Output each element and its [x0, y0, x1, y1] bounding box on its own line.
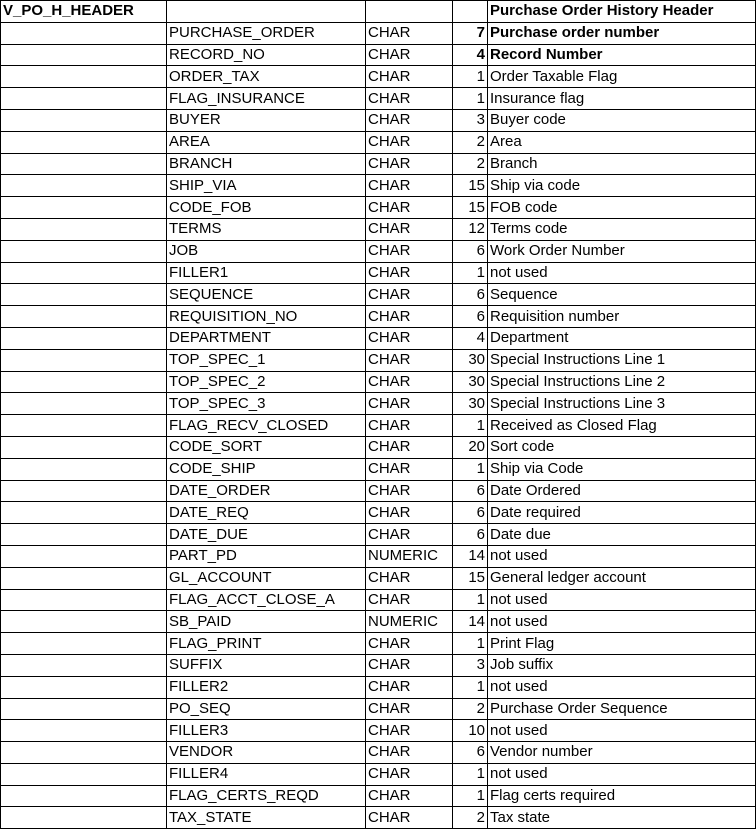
data-type-cell: CHAR [366, 676, 453, 698]
table-row [1, 763, 756, 785]
table-row [1, 654, 756, 676]
field-name-cell: PURCHASE_ORDER [167, 22, 366, 44]
row-blank-cell [1, 131, 167, 153]
data-type-cell: CHAR [366, 763, 453, 785]
length-cell: 1 [453, 262, 488, 284]
row-blank-cell [1, 22, 167, 44]
data-type-cell: CHAR [366, 742, 453, 764]
data-type-cell: CHAR [366, 654, 453, 676]
length-cell: 2 [453, 807, 488, 829]
length-cell: 1 [453, 676, 488, 698]
description-cell: Sort code [488, 436, 756, 458]
row-blank-cell [1, 153, 167, 175]
table-row [1, 153, 756, 175]
row-blank-cell [1, 349, 167, 371]
description-cell: Ship via Code [488, 458, 756, 480]
length-cell: 6 [453, 502, 488, 524]
field-name-cell: DATE_REQ [167, 502, 366, 524]
row-blank-cell [1, 524, 167, 546]
field-name-cell: BRANCH [167, 153, 366, 175]
length-cell: 2 [453, 153, 488, 175]
row-blank-cell [1, 545, 167, 567]
length-cell: 30 [453, 393, 488, 415]
row-blank-cell [1, 88, 167, 110]
data-type-cell: CHAR [366, 284, 453, 306]
length-cell: 3 [453, 109, 488, 131]
table-row [1, 175, 756, 197]
description-cell: Sequence [488, 284, 756, 306]
table-row [1, 458, 756, 480]
row-blank-cell [1, 611, 167, 633]
row-blank-cell [1, 284, 167, 306]
description-cell: Department [488, 327, 756, 349]
data-type-cell: NUMERIC [366, 545, 453, 567]
description-cell: Print Flag [488, 633, 756, 655]
length-cell: 3 [453, 654, 488, 676]
field-name-cell: DATE_DUE [167, 524, 366, 546]
row-blank-cell [1, 197, 167, 219]
field-name-cell: CODE_SHIP [167, 458, 366, 480]
data-type-cell: CHAR [366, 371, 453, 393]
length-cell: 7 [453, 22, 488, 44]
data-type-cell: CHAR [366, 349, 453, 371]
length-cell: 15 [453, 197, 488, 219]
field-name-cell: CODE_SORT [167, 436, 366, 458]
table-row [1, 371, 756, 393]
length-cell: 14 [453, 611, 488, 633]
row-blank-cell [1, 371, 167, 393]
table-row [1, 742, 756, 764]
table-header-row [1, 1, 756, 23]
description-cell: not used [488, 676, 756, 698]
row-blank-cell [1, 720, 167, 742]
row-blank-cell [1, 698, 167, 720]
description-cell: Ship via code [488, 175, 756, 197]
data-type-cell: CHAR [366, 589, 453, 611]
field-name-cell: JOB [167, 240, 366, 262]
description-cell: Record Number [488, 44, 756, 66]
field-name-cell: PO_SEQ [167, 698, 366, 720]
length-cell: 1 [453, 785, 488, 807]
data-type-cell: CHAR [366, 524, 453, 546]
header-empty-field [167, 1, 366, 23]
table-row [1, 589, 756, 611]
description-cell: Received as Closed Flag [488, 415, 756, 437]
length-cell: 30 [453, 349, 488, 371]
row-blank-cell [1, 480, 167, 502]
description-cell: Date due [488, 524, 756, 546]
field-name-cell: SB_PAID [167, 611, 366, 633]
data-type-cell: CHAR [366, 502, 453, 524]
row-blank-cell [1, 567, 167, 589]
header-empty-length [453, 1, 488, 23]
data-type-cell: CHAR [366, 109, 453, 131]
field-name-cell: FILLER3 [167, 720, 366, 742]
length-cell: 1 [453, 415, 488, 437]
description-cell: FOB code [488, 197, 756, 219]
row-blank-cell [1, 306, 167, 328]
data-type-cell: CHAR [366, 567, 453, 589]
data-type-cell: CHAR [366, 785, 453, 807]
field-name-cell: FLAG_CERTS_REQD [167, 785, 366, 807]
description-cell: Terms code [488, 218, 756, 240]
description-cell: Date required [488, 502, 756, 524]
field-name-cell: RECORD_NO [167, 44, 366, 66]
table-row [1, 545, 756, 567]
table-row [1, 66, 756, 88]
length-cell: 10 [453, 720, 488, 742]
table-row [1, 524, 756, 546]
data-type-cell: CHAR [366, 131, 453, 153]
data-type-cell: CHAR [366, 218, 453, 240]
length-cell: 1 [453, 763, 488, 785]
length-cell: 6 [453, 742, 488, 764]
description-cell: Area [488, 131, 756, 153]
length-cell: 1 [453, 66, 488, 88]
length-cell: 12 [453, 218, 488, 240]
row-blank-cell [1, 807, 167, 829]
length-cell: 6 [453, 284, 488, 306]
table-row [1, 131, 756, 153]
data-type-cell: CHAR [366, 720, 453, 742]
field-table-body [1, 1, 756, 829]
table-row [1, 785, 756, 807]
field-name-cell: GL_ACCOUNT [167, 567, 366, 589]
description-cell: Work Order Number [488, 240, 756, 262]
row-blank-cell [1, 218, 167, 240]
length-cell: 6 [453, 480, 488, 502]
table-row [1, 807, 756, 829]
table-row [1, 676, 756, 698]
description-cell: Order Taxable Flag [488, 66, 756, 88]
field-name-cell: FLAG_INSURANCE [167, 88, 366, 110]
length-cell: 4 [453, 44, 488, 66]
data-type-cell: CHAR [366, 480, 453, 502]
header-empty-type [366, 1, 453, 23]
data-type-cell: CHAR [366, 458, 453, 480]
description-cell: Tax state [488, 807, 756, 829]
field-name-cell: FILLER4 [167, 763, 366, 785]
table-row [1, 393, 756, 415]
table-row [1, 284, 756, 306]
table-row [1, 109, 756, 131]
description-cell: Branch [488, 153, 756, 175]
length-cell: 2 [453, 698, 488, 720]
field-name-cell: VENDOR [167, 742, 366, 764]
description-cell: Requisition number [488, 306, 756, 328]
field-name-cell: DEPARTMENT [167, 327, 366, 349]
data-type-cell: CHAR [366, 175, 453, 197]
table-row [1, 415, 756, 437]
data-type-cell: CHAR [366, 88, 453, 110]
length-cell: 30 [453, 371, 488, 393]
description-cell: Purchase Order Sequence [488, 698, 756, 720]
table-row [1, 240, 756, 262]
description-cell: Purchase order number [488, 22, 756, 44]
description-cell: Buyer code [488, 109, 756, 131]
row-blank-cell [1, 502, 167, 524]
data-type-cell: CHAR [366, 66, 453, 88]
length-cell: 1 [453, 458, 488, 480]
row-blank-cell [1, 109, 167, 131]
row-blank-cell [1, 240, 167, 262]
field-name-cell: FILLER2 [167, 676, 366, 698]
description-cell: not used [488, 763, 756, 785]
description-cell: Special Instructions Line 1 [488, 349, 756, 371]
row-blank-cell [1, 66, 167, 88]
description-cell: not used [488, 545, 756, 567]
table-row [1, 698, 756, 720]
length-cell: 15 [453, 175, 488, 197]
row-blank-cell [1, 589, 167, 611]
data-type-cell: CHAR [366, 393, 453, 415]
row-blank-cell [1, 742, 167, 764]
length-cell: 1 [453, 88, 488, 110]
data-type-cell: CHAR [366, 306, 453, 328]
description-cell: not used [488, 611, 756, 633]
table-name: V_PO_H_HEADER [1, 1, 167, 23]
description-cell: not used [488, 262, 756, 284]
data-type-cell: CHAR [366, 807, 453, 829]
field-name-cell: FILLER1 [167, 262, 366, 284]
table-row [1, 197, 756, 219]
table-row [1, 327, 756, 349]
data-type-cell: NUMERIC [366, 611, 453, 633]
row-blank-cell [1, 763, 167, 785]
field-name-cell: SEQUENCE [167, 284, 366, 306]
row-blank-cell [1, 262, 167, 284]
description-cell: Vendor number [488, 742, 756, 764]
row-blank-cell [1, 676, 167, 698]
field-name-cell: REQUISITION_NO [167, 306, 366, 328]
description-cell: not used [488, 720, 756, 742]
field-name-cell: CODE_FOB [167, 197, 366, 219]
row-blank-cell [1, 785, 167, 807]
row-blank-cell [1, 458, 167, 480]
row-blank-cell [1, 44, 167, 66]
description-cell: Job suffix [488, 654, 756, 676]
table-row [1, 22, 756, 44]
table-row [1, 567, 756, 589]
table-row [1, 611, 756, 633]
row-blank-cell [1, 415, 167, 437]
length-cell: 14 [453, 545, 488, 567]
length-cell: 20 [453, 436, 488, 458]
field-name-cell: TOP_SPEC_3 [167, 393, 366, 415]
field-name-cell: FLAG_PRINT [167, 633, 366, 655]
table-row [1, 218, 756, 240]
field-name-cell: TERMS [167, 218, 366, 240]
table-row [1, 44, 756, 66]
row-blank-cell [1, 393, 167, 415]
field-name-cell: TOP_SPEC_1 [167, 349, 366, 371]
table-row [1, 480, 756, 502]
length-cell: 6 [453, 306, 488, 328]
table-row [1, 436, 756, 458]
table-row [1, 720, 756, 742]
length-cell: 1 [453, 589, 488, 611]
field-name-cell: SUFFIX [167, 654, 366, 676]
description-cell: General ledger account [488, 567, 756, 589]
field-name-cell: TOP_SPEC_2 [167, 371, 366, 393]
data-type-cell: CHAR [366, 22, 453, 44]
data-type-cell: CHAR [366, 153, 453, 175]
data-type-cell: CHAR [366, 262, 453, 284]
description-cell: Insurance flag [488, 88, 756, 110]
data-type-cell: CHAR [366, 698, 453, 720]
row-blank-cell [1, 327, 167, 349]
field-name-cell: PART_PD [167, 545, 366, 567]
description-cell: Date Ordered [488, 480, 756, 502]
row-blank-cell [1, 436, 167, 458]
description-cell: Special Instructions Line 2 [488, 371, 756, 393]
data-type-cell: CHAR [366, 415, 453, 437]
table-row [1, 262, 756, 284]
length-cell: 15 [453, 567, 488, 589]
data-type-cell: CHAR [366, 327, 453, 349]
data-type-cell: CHAR [366, 240, 453, 262]
field-name-cell: TAX_STATE [167, 807, 366, 829]
table-row [1, 633, 756, 655]
length-cell: 6 [453, 240, 488, 262]
length-cell: 6 [453, 524, 488, 546]
table-title: Purchase Order History Header [488, 1, 756, 23]
field-name-cell: SHIP_VIA [167, 175, 366, 197]
data-type-cell: CHAR [366, 633, 453, 655]
length-cell: 2 [453, 131, 488, 153]
length-cell: 1 [453, 633, 488, 655]
data-type-cell: CHAR [366, 44, 453, 66]
description-cell: not used [488, 589, 756, 611]
row-blank-cell [1, 654, 167, 676]
field-name-cell: AREA [167, 131, 366, 153]
row-blank-cell [1, 633, 167, 655]
data-type-cell: CHAR [366, 197, 453, 219]
table-row [1, 349, 756, 371]
field-name-cell: ORDER_TAX [167, 66, 366, 88]
data-type-cell: CHAR [366, 436, 453, 458]
description-cell: Special Instructions Line 3 [488, 393, 756, 415]
table-row [1, 306, 756, 328]
description-cell: Flag certs required [488, 785, 756, 807]
field-name-cell: FLAG_ACCT_CLOSE_A [167, 589, 366, 611]
table-row [1, 88, 756, 110]
field-name-cell: BUYER [167, 109, 366, 131]
field-name-cell: DATE_ORDER [167, 480, 366, 502]
length-cell: 4 [453, 327, 488, 349]
field-name-cell: FLAG_RECV_CLOSED [167, 415, 366, 437]
row-blank-cell [1, 175, 167, 197]
table-row [1, 502, 756, 524]
